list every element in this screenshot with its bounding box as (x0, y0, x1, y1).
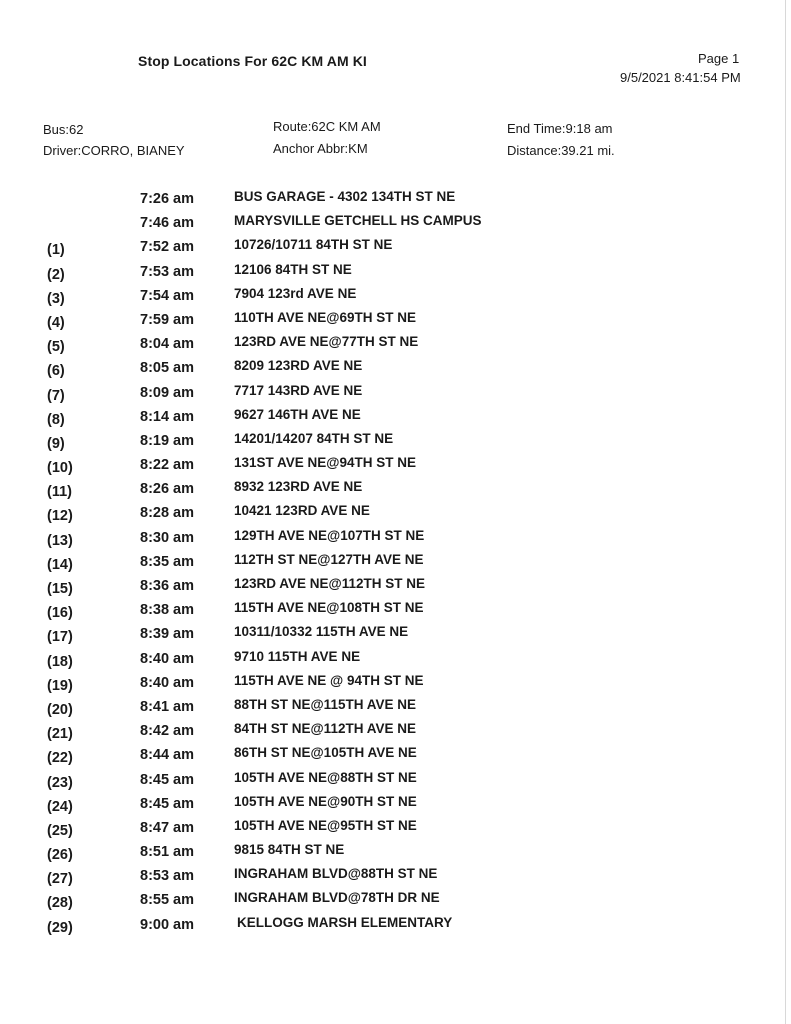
stop-number: (13) (47, 532, 73, 549)
stop-row (0, 187, 780, 211)
stop-location: BUS GARAGE - 4302 134TH ST NE (234, 189, 456, 204)
stop-location: 10421 123RD AVE NE (234, 503, 370, 519)
stop-time: 8:38 am (140, 602, 195, 619)
stop-number: (4) (47, 314, 65, 331)
stop-row (0, 792, 780, 816)
stop-location: 84TH ST NE@112TH AVE NE (234, 721, 416, 737)
stop-location: 123RD AVE NE@77TH ST NE (234, 334, 419, 350)
stop-location: 115TH AVE NE@108TH ST NE (234, 600, 424, 616)
stop-time: 7:59 am (140, 311, 195, 328)
stop-row (0, 284, 780, 308)
stop-time: 8:55 am (140, 892, 195, 909)
stop-time: 8:05 am (140, 360, 195, 377)
stop-time: 8:44 am (140, 747, 195, 764)
stop-location: MARYSVILLE GETCHELL HS CAMPUS (234, 213, 482, 229)
stop-location: 129TH AVE NE@107TH ST NE (234, 527, 425, 543)
stop-number: (6) (47, 363, 65, 380)
stop-time: 7:46 am (140, 215, 195, 232)
stop-location: 105TH AVE NE@90TH ST NE (234, 793, 417, 809)
stop-time: 8:14 am (140, 408, 195, 425)
stop-number: (12) (47, 508, 73, 525)
scan-edge-line (785, 0, 786, 1024)
print-timestamp: 9/5/2021 8:41:54 PM (620, 70, 741, 85)
stop-time: 8:35 am (140, 553, 195, 570)
stop-time: 7:54 am (140, 287, 195, 304)
stop-row (0, 381, 780, 405)
stop-number: (29) (47, 919, 73, 936)
stop-row (0, 501, 780, 525)
stop-time: 8:41 am (140, 698, 195, 715)
stop-number: (5) (47, 339, 65, 356)
route-name: Route:62C KM AM (273, 119, 381, 134)
stop-time: 8:51 am (140, 844, 195, 861)
stop-row (0, 477, 780, 501)
stop-location: 9710 115TH AVE NE (234, 648, 361, 664)
stop-number: (7) (47, 387, 65, 404)
stop-location: 105TH AVE NE@88TH ST NE (234, 769, 417, 785)
stop-number: (9) (47, 435, 65, 452)
stop-number: (15) (47, 581, 73, 597)
stop-number: (8) (47, 411, 65, 428)
stop-time: 8:53 am (140, 868, 195, 885)
stop-number: (1) (47, 242, 65, 259)
stop-time: 8:40 am (140, 674, 195, 691)
end-time: End Time:9:18 am (507, 121, 613, 136)
stop-row (0, 235, 780, 259)
stop-number: (21) (47, 726, 73, 743)
driver-name: Driver:CORRO, BIANEY (43, 143, 185, 158)
stop-location: 123RD AVE NE@112TH ST NE (234, 576, 425, 591)
stop-time: 8:36 am (140, 578, 195, 594)
stop-row (0, 260, 780, 284)
stop-row (0, 356, 780, 380)
stop-number: (22) (47, 750, 73, 767)
stop-row (0, 695, 780, 719)
stop-number: (23) (47, 774, 73, 791)
stop-time: 8:04 am (140, 336, 195, 353)
stop-row (0, 453, 780, 477)
stop-number: (14) (47, 556, 73, 573)
stop-number: (10) (47, 460, 73, 477)
stop-location: 8932 123RD AVE NE (234, 479, 363, 495)
stop-row (0, 888, 780, 912)
stop-row (0, 840, 780, 864)
stop-location: 7904 123rd AVE NE (234, 285, 357, 301)
stop-number: (28) (47, 895, 73, 912)
stop-time: 8:42 am (140, 723, 195, 740)
stop-location: 112TH ST NE@127TH AVE NE (234, 551, 424, 567)
stop-number: (11) (47, 484, 72, 501)
stop-row (0, 574, 780, 598)
stop-time: 8:26 am (140, 481, 195, 498)
stop-time: 9:00 am (140, 916, 195, 933)
stop-row (0, 622, 780, 646)
stop-location: 115TH AVE NE @ 94TH ST NE (234, 672, 424, 688)
stop-number: (18) (47, 653, 73, 670)
stop-location: 14201/14207 84TH ST NE (234, 430, 394, 446)
stop-row (0, 743, 780, 767)
stop-location: 86TH ST NE@105TH AVE NE (234, 745, 417, 761)
stop-location: 7717 143RD AVE NE (234, 382, 363, 398)
stop-location: KELLOGG MARSH ELEMENTARY (237, 914, 453, 930)
stop-row (0, 598, 780, 622)
stop-time: 8:39 am (140, 626, 195, 643)
stop-number: (3) (47, 290, 65, 307)
stop-row (0, 864, 780, 888)
bus-number: Bus:62 (43, 122, 84, 137)
page-number: Page 1 (698, 51, 740, 66)
stop-row (0, 671, 780, 695)
stop-row (0, 332, 780, 356)
stop-number: (24) (47, 798, 73, 815)
report-title: Stop Locations For 62C KM AM KI (138, 53, 367, 69)
stop-time: 8:47 am (140, 819, 195, 836)
stop-number: (19) (47, 677, 73, 694)
anchor-abbr: Anchor Abbr:KM (273, 141, 368, 156)
stop-location: 12106 84TH ST NE (234, 261, 352, 277)
stop-row (0, 816, 780, 840)
route-distance: Distance:39.21 mi. (507, 143, 615, 158)
stop-row (0, 913, 780, 937)
stop-row (0, 211, 780, 235)
stop-time: 8:28 am (140, 505, 195, 522)
stop-time: 8:45 am (140, 795, 195, 812)
stop-location: 88TH ST NE@115TH AVE NE (234, 696, 416, 712)
stop-location: 9627 146TH AVE NE (234, 406, 361, 422)
stop-location: 131ST AVE NE@94TH ST NE (234, 455, 416, 471)
stop-number: (27) (47, 871, 73, 888)
stop-time: 8:09 am (140, 384, 195, 401)
stop-time: 8:45 am (140, 771, 195, 788)
stop-time: 7:52 am (140, 239, 195, 256)
stop-number: (26) (47, 847, 73, 864)
stop-row (0, 647, 780, 671)
stop-location: 105TH AVE NE@95TH ST NE (234, 817, 417, 833)
stop-time: 8:22 am (140, 457, 195, 474)
stop-number: (20) (47, 701, 73, 718)
stop-time: 8:30 am (140, 529, 195, 546)
stop-row (0, 526, 780, 550)
stop-row (0, 405, 780, 429)
stop-number: (25) (47, 822, 73, 839)
stop-row (0, 550, 780, 574)
stop-location: 8209 123RD AVE NE (234, 358, 363, 374)
stop-number: (17) (47, 629, 73, 646)
stop-time: 7:26 am (140, 191, 195, 207)
stop-row (0, 308, 780, 332)
stop-time: 7:53 am (140, 263, 195, 280)
stop-row (0, 719, 780, 743)
stop-location: 9815 84TH ST NE (234, 842, 345, 858)
stop-time: 8:19 am (140, 432, 195, 449)
stop-list (0, 187, 780, 937)
stop-row (0, 429, 780, 453)
stop-location: INGRAHAM BLVD@78TH DR NE (234, 890, 440, 906)
stop-number: (2) (47, 266, 65, 283)
stop-location: INGRAHAM BLVD@88TH ST NE (234, 866, 438, 882)
stop-location: 10311/10332 115TH AVE NE (234, 624, 409, 640)
stop-time: 8:40 am (140, 650, 195, 667)
stop-number: (16) (47, 605, 73, 622)
stop-location: 110TH AVE NE@69TH ST NE (234, 309, 416, 325)
stop-row (0, 768, 780, 792)
stop-location: 10726/10711 84TH ST NE (234, 237, 393, 253)
